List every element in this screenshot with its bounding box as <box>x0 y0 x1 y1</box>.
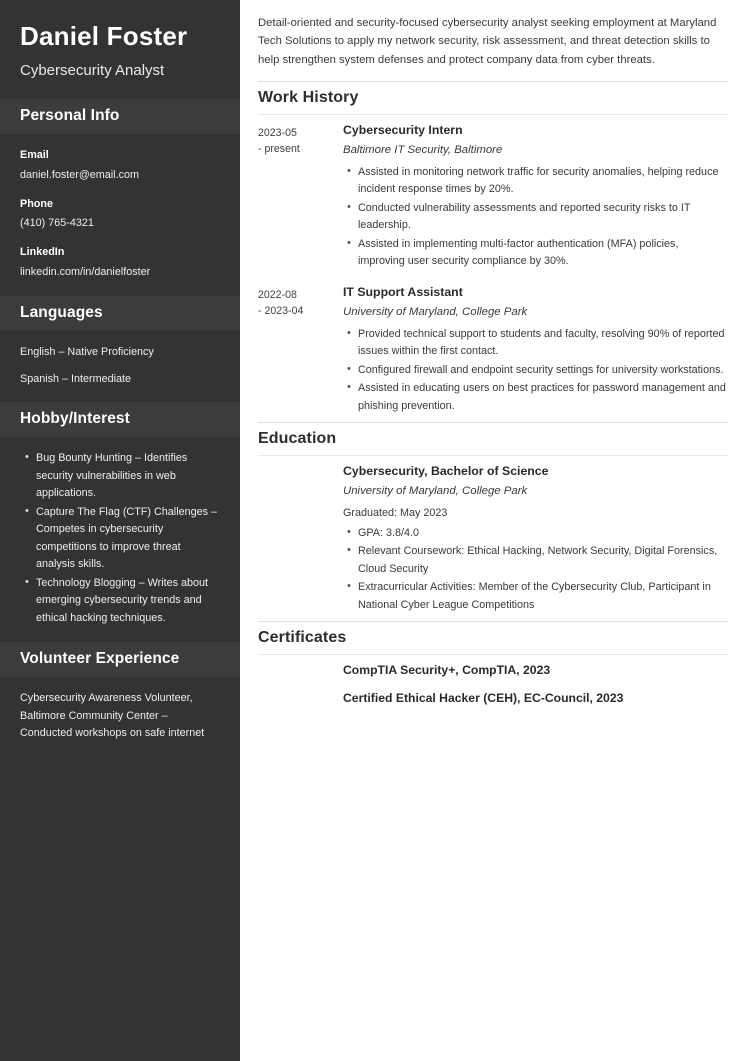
certificate-name: Certified Ethical Hacker (CEH), EC-Council, 2023 <box>343 691 624 706</box>
professional-summary: Detail-oriented and security-focused cybersecurity analyst seeking employment at Maryland Tech Solutions to apply my network security, risk assessment, and threat detection skills to help strengthen system defenses and protect company data from cyber threats. <box>258 17 717 66</box>
volunteer-body <box>0 677 240 756</box>
section-title-certificates: Certificates <box>258 621 728 655</box>
section-education <box>258 422 728 615</box>
sidebar-section-header-personal-info: Personal Info <box>0 99 240 134</box>
list-item: • Provided technical support to students and faculty, resolving 90% of reported issues within the first contact. <box>358 326 728 361</box>
email-label: Email <box>20 148 49 161</box>
personal-info-item-phone <box>20 196 220 234</box>
work-entry-body <box>343 123 728 272</box>
work-entry-org: University of Maryland, College Park <box>343 305 528 318</box>
list-item: • Assisted in implementing multi-factor authentication (MFA) policies, improving user security compliance by 30%. <box>358 236 728 271</box>
list-item: • Assisted in educating users on best practices for password management and phishing prevention. <box>358 380 728 415</box>
education-entry-body <box>343 464 728 615</box>
list-item: • Configured firewall and endpoint security settings for university workstations. <box>358 362 728 379</box>
volunteer-text: Cybersecurity Awareness Volunteer, Baltimore Community Center – Conducted workshops on safe internet <box>20 692 205 740</box>
personal-info-item-linkedin <box>20 244 220 282</box>
work-entry <box>258 285 728 416</box>
sidebar-section-header-volunteer: Volunteer Experience <box>0 642 240 677</box>
list-item: • Assisted in monitoring network traffic for security anomalies, helping reduce incident response times by 20%. <box>358 164 728 199</box>
main-content <box>240 0 750 1061</box>
work-entry-bullets <box>343 164 728 271</box>
certificate-entry <box>258 663 728 677</box>
work-entry-role: IT Support Assistant <box>343 284 463 299</box>
sidebar-section-header-languages: Languages <box>0 296 240 331</box>
work-entry-bullets <box>343 326 728 415</box>
education-entry <box>258 464 728 615</box>
education-school: University of Maryland, College Park <box>343 485 528 498</box>
education-degree: Cybersecurity, Bachelor of Science <box>343 464 549 479</box>
linkedin-label: LinkedIn <box>20 246 65 259</box>
work-entry-role: Cybersecurity Intern <box>343 122 463 137</box>
hobbies-list-wrapper <box>0 437 240 642</box>
language-item: Spanish – Intermediate <box>20 372 132 385</box>
work-entry <box>258 123 728 272</box>
personal-info-item-email <box>20 147 220 185</box>
date-start: 2022-08 <box>258 288 297 301</box>
certificate-entry <box>258 691 728 705</box>
phone-value[interactable]: (410) 765-4321 <box>20 217 94 230</box>
education-graduation-date: Graduated: May 2023 <box>343 507 448 520</box>
section-title-education: Education <box>258 422 728 456</box>
date-start: 2023-05 <box>258 126 297 139</box>
hobbies-list <box>20 450 220 627</box>
work-entry-dates <box>258 285 343 416</box>
linkedin-value[interactable]: linkedin.com/in/danielfoster <box>20 265 151 278</box>
sidebar <box>0 0 240 1061</box>
date-end: - 2023-04 <box>258 305 304 318</box>
list-item: • Technology Blogging – Writes about emerging cybersecurity trends and ethical hacking techniques. <box>36 575 220 627</box>
certificate-date-spacer <box>258 691 343 705</box>
section-certificates <box>258 621 728 705</box>
work-entry-body <box>343 285 728 416</box>
candidate-name: Daniel Foster <box>20 21 188 51</box>
list-item: • Bug Bounty Hunting – Identifies security vulnerabilities in web applications. <box>36 450 220 502</box>
phone-label: Phone <box>20 197 53 210</box>
list-item: • Conducted vulnerability assessments and reported security risks to IT leadership. <box>358 200 728 235</box>
email-value[interactable]: daniel.foster@email.com <box>20 168 139 181</box>
section-work-history <box>258 81 728 416</box>
education-entry-dates <box>258 464 343 615</box>
list-item: • Extracurricular Activities: Member of the Cybersecurity Club, Participant in National Cyber League Competitions <box>358 579 728 614</box>
language-item: English – Native Proficiency <box>20 345 154 358</box>
education-bullets <box>343 525 728 614</box>
section-title-work-history: Work History <box>258 81 728 115</box>
date-end: - present <box>258 143 300 156</box>
work-entry-dates <box>258 123 343 272</box>
list-item: • Capture The Flag (CTF) Challenges – Competes in cybersecurity competitions to improve threat analysis skills. <box>36 504 220 574</box>
sidebar-section-header-hobbies: Hobby/Interest <box>0 402 240 437</box>
work-entry-org: Baltimore IT Security, Baltimore <box>343 143 503 156</box>
list-item: • Relevant Coursework: Ethical Hacking, Network Security, Digital Forensics, Cloud Security <box>358 543 728 578</box>
personal-info-list <box>0 134 240 296</box>
list-item: • GPA: 3.8/4.0 <box>358 525 728 542</box>
certificate-date-spacer <box>258 663 343 677</box>
candidate-job-title: Cybersecurity Analyst <box>20 61 165 79</box>
languages-list <box>0 331 240 403</box>
sidebar-identity-block <box>0 0 240 99</box>
certificate-name: CompTIA Security+, CompTIA, 2023 <box>343 663 551 678</box>
